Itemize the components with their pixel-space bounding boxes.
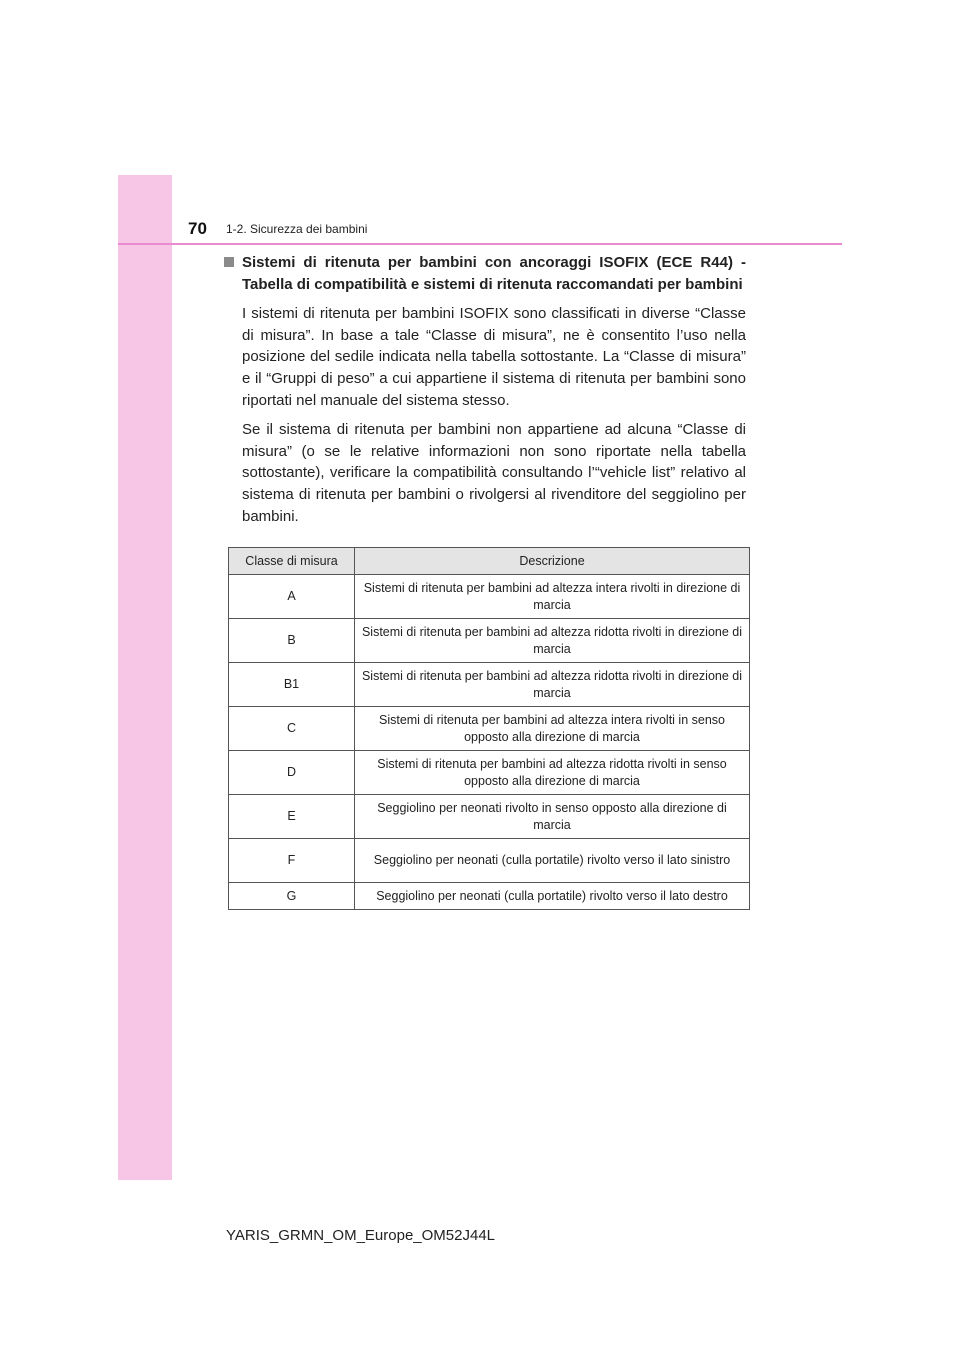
description-cell: Seggiolino per neonati (culla portatile) rivolto verso il lato destro xyxy=(355,883,750,910)
table-row xyxy=(229,619,750,663)
description-cell: Sistemi di ritenuta per bambini ad altezza intera rivolti in direzione di marcia xyxy=(355,575,750,619)
column-header-description: Descrizione xyxy=(355,548,750,575)
table-row xyxy=(229,751,750,795)
square-bullet-icon xyxy=(224,257,234,267)
table-row xyxy=(229,707,750,751)
description-cell: Sistemi di ritenuta per bambini ad altezza ridotta rivolti in direzione di marcia xyxy=(355,619,750,663)
column-header-size-class: Classe di misura xyxy=(229,548,355,575)
table-header-row xyxy=(229,548,750,575)
description-cell: Seggiolino per neonati rivolto in senso opposto alla direzione di marcia xyxy=(355,795,750,839)
description-cell: Sistemi di ritenuta per bambini ad altezza ridotta rivolti in senso opposto alla direzione di marcia xyxy=(355,751,750,795)
table-row xyxy=(229,839,750,883)
size-class-cell: B1 xyxy=(229,663,355,707)
table-row xyxy=(229,575,750,619)
paragraph: I sistemi di ritenuta per bambini ISOFIX sono classificati in diverse “Classe di misura”. In base a tale “Classe di misura”, ne è consentito l’uso nella posizione del sedile indicata nella tabella sottostante. La “Classe di misura” e il “Gruppi di peso” a cui appartiene il sistema di ritenuta per bambini sono riportati nel manuale del sistema stesso. xyxy=(242,305,746,409)
size-class-cell: A xyxy=(229,575,355,619)
side-accent-band xyxy=(118,175,172,1180)
table-row xyxy=(229,883,750,910)
size-class-cell: F xyxy=(229,839,355,883)
description-cell: Sistemi di ritenuta per bambini ad altezza intera rivolti in senso opposto alla direzione di marcia xyxy=(355,707,750,751)
section-heading xyxy=(222,252,746,295)
table-row xyxy=(229,795,750,839)
size-class-cell: C xyxy=(229,707,355,751)
running-title: 1-2. Sicurezza dei bambini xyxy=(226,222,368,236)
size-class-cell: G xyxy=(229,883,355,910)
page-number: 70 xyxy=(188,219,207,238)
size-class-table xyxy=(228,547,750,910)
size-class-cell: D xyxy=(229,751,355,795)
table-row xyxy=(229,663,750,707)
section-heading-text: Sistemi di ritenuta per bambini con ancoraggi ISOFIX (ECE R44) - Tabella di compatibilità e sistemi di ritenuta raccomandati per bambini xyxy=(242,254,746,293)
header-rule xyxy=(118,243,842,245)
description-cell: Sistemi di ritenuta per bambini ad altezza ridotta rivolti in direzione di marcia xyxy=(355,663,750,707)
main-content xyxy=(222,252,746,535)
description-cell: Seggiolino per neonati (culla portatile) rivolto verso il lato sinistro xyxy=(355,839,750,883)
size-class-cell: B xyxy=(229,619,355,663)
document-code: YARIS_GRMN_OM_Europe_OM52J44L xyxy=(226,1227,496,1244)
size-class-cell: E xyxy=(229,795,355,839)
paragraph: Se il sistema di ritenuta per bambini non appartiene ad alcuna “Classe di misura” (o se le relative informazioni non sono riportate nella tabella sottostante), verificare la compatibilità consultando l’“vehicle list” relativo al sistema di ritenuta per bambini o rivolgersi al rivenditore del seggiolino per bambini. xyxy=(242,421,746,525)
